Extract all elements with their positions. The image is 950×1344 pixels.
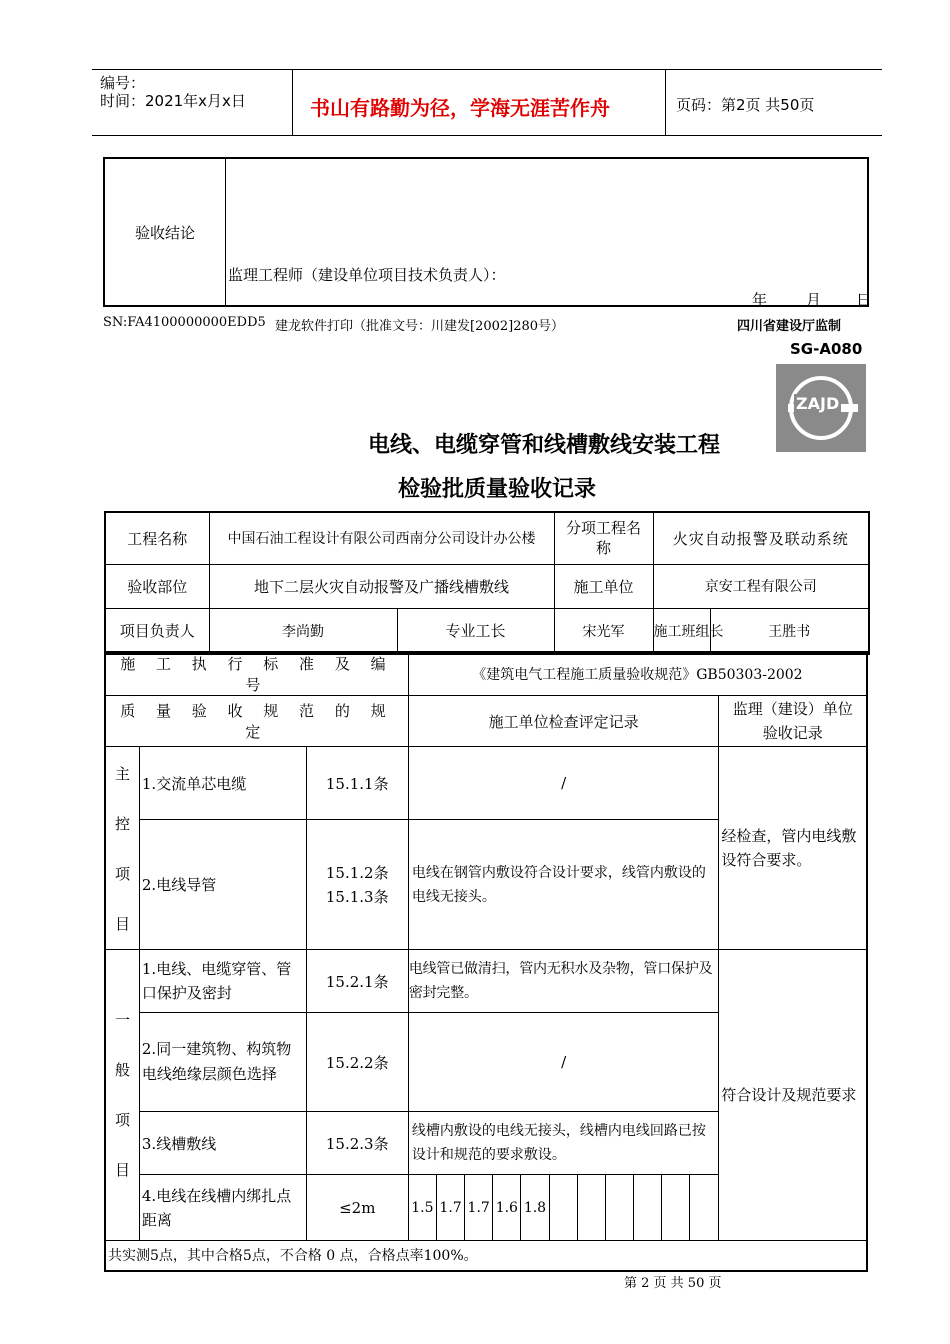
header-divider — [665, 69, 666, 135]
main-group-char: 主 — [114, 765, 130, 783]
item-clause-cell — [306, 950, 408, 1013]
form-title-line1: 电线、电缆穿管和线槽敷线安装工程 — [368, 433, 721, 458]
supervisor-header-line2: 验收记录 — [762, 724, 823, 742]
team-leader: 王胜书 — [768, 623, 811, 640]
footer-page-number: 第 2 页 共 50 页 — [624, 1276, 722, 1291]
date-day: 日 — [856, 291, 872, 309]
supervisor-header-cell — [719, 696, 867, 747]
sn-code: SN:FA4100000000EDD5 — [103, 315, 266, 330]
date-month: 月 — [806, 291, 822, 309]
main-conclusion: 经检查，管内电线敷设符合要求。 — [721, 827, 857, 869]
spec-header-cell — [105, 696, 408, 747]
general-conclusion-cell — [719, 950, 867, 1241]
item-record-cell — [408, 1013, 719, 1112]
part-cell — [209, 564, 554, 608]
foreman-cell — [554, 608, 653, 654]
serial-label: 编号： — [100, 74, 146, 92]
project-name-label: 工程名称 — [127, 529, 188, 548]
general-group-char: 项 — [114, 1111, 130, 1129]
item-record: 电线在钢管内敷设符合设计要求，线管内敷设的电线无接头。 — [411, 864, 706, 905]
project-info-table — [104, 511, 870, 655]
item-clause: ≤2m — [339, 1198, 376, 1217]
header-divider — [292, 69, 293, 135]
contractor-label: 施工单位 — [573, 577, 634, 596]
item-clause-cell — [306, 820, 408, 950]
measurement-value: 1.6 — [495, 1199, 518, 1216]
item-record-cell — [408, 820, 719, 950]
general-group-char: 一 — [114, 1011, 130, 1029]
manager-label-cell — [105, 608, 209, 654]
project-name: 中国石油工程设计有限公司西南分公司设计办公楼 — [227, 531, 536, 548]
acceptance-part: 地下二层火灾自动报警及广播线槽敷线 — [253, 577, 509, 596]
general-group-char: 般 — [114, 1061, 130, 1079]
project-manager: 李尚勤 — [282, 623, 324, 640]
item-name: 4.电线在线槽内绑扎点距离 — [141, 1186, 292, 1229]
item-clause: 15.2.3条 — [325, 1134, 389, 1153]
spec-header: 质 量 验 收 规 范 的 规 定 — [120, 702, 394, 741]
date-year: 年 — [752, 291, 768, 309]
item-record: / — [561, 774, 567, 793]
measurement-value: 1.7 — [467, 1199, 490, 1216]
project-name-label-cell — [105, 512, 209, 564]
general-group-char: 目 — [114, 1161, 130, 1179]
check-header-cell — [408, 696, 719, 747]
main-group-char: 控 — [114, 815, 130, 833]
contractor-label-cell — [554, 564, 653, 608]
conclusion-label-cell — [104, 158, 226, 306]
form-title-line2: 检验批质量验收记录 — [398, 477, 597, 502]
measurement-cell — [577, 1175, 605, 1241]
measurement-cell — [493, 1175, 521, 1241]
supervisor-header-line1: 监理（建设）单位 — [732, 700, 853, 718]
supervisor-signature-label: 监理工程师（建设单位项目技术负责人）： — [228, 266, 506, 284]
header-bottom-rule — [92, 135, 882, 136]
check-header: 施工单位检查评定记录 — [488, 712, 639, 731]
item-name-cell — [139, 747, 306, 820]
project-name-cell — [209, 512, 554, 564]
sub-project-label-cell — [554, 512, 653, 564]
measurement-value: 1.7 — [439, 1199, 462, 1216]
item-clause: 15.1.2条 15.1.3条 — [325, 863, 389, 906]
item-record-cell — [408, 1112, 719, 1175]
zajd-logo — [776, 364, 866, 452]
contractor: 京安工程有限公司 — [704, 579, 817, 595]
item-name-cell — [139, 1112, 306, 1175]
item-name: 3.线槽敷线 — [141, 1134, 217, 1153]
manager-cell — [209, 608, 397, 654]
sub-project-label: 分项工程名称 — [565, 519, 641, 558]
inspection-table — [104, 651, 868, 1272]
supervisor-org: 四川省建设厅监制 — [737, 319, 842, 334]
measurement-value: 1.5 — [411, 1199, 434, 1216]
item-clause-cell — [306, 1175, 408, 1241]
measurement-cell — [605, 1175, 633, 1241]
item-name-cell — [139, 1013, 306, 1112]
part-label-cell — [105, 564, 209, 608]
summary-text: 共实测5点，其中合格5点，不合格 0 点，合格点率100%。 — [108, 1248, 478, 1265]
item-name-cell — [139, 950, 306, 1013]
item-record: 线槽内敷设的电线无接头，线槽内电线回路已按设计和规范的要求敷设。 — [411, 1123, 706, 1163]
standard-code: 《建筑电气工程施工质量验收规范》GB50303-2002 — [472, 667, 803, 683]
conclusion-label: 验收结论 — [134, 223, 195, 242]
header-top-rule — [92, 69, 882, 70]
item-name: 1.电线、电缆穿管、管口保护及密封 — [141, 960, 292, 1002]
main-conclusion-cell — [719, 747, 867, 950]
manager-label: 项目负责人 — [119, 622, 195, 641]
sub-project: 火灾自动报警及联动系统 — [672, 529, 849, 548]
form-code: SG-A080 — [790, 340, 863, 358]
main-control-group-cell — [105, 747, 139, 950]
time-label: 时间：2021年x月x日 — [100, 92, 246, 110]
main-group-char: 项 — [114, 865, 130, 883]
measurement-cell — [662, 1175, 690, 1241]
item-name: 2.电线导管 — [141, 876, 217, 895]
measurement-cell — [633, 1175, 661, 1241]
software-note: 建龙软件打印（批准文号：川建发[2002]280号） — [275, 319, 565, 334]
item-name-cell — [139, 820, 306, 950]
item-clause-cell — [306, 1112, 408, 1175]
contractor-cell — [653, 564, 869, 608]
page-number-label: 页码：第2页 共50页 — [676, 96, 815, 114]
item-clause: 15.2.2条 — [325, 1053, 389, 1072]
main-group-char: 目 — [114, 915, 130, 933]
measurement-cell — [549, 1175, 577, 1241]
team-label: 施工班组长 — [653, 623, 724, 640]
item-record: 电线管已做清扫，管内无积水及杂物，管口保护及密封完整。 — [408, 961, 713, 1001]
foreman: 宋光军 — [582, 623, 625, 640]
measurement-cell — [690, 1175, 719, 1241]
general-conclusion: 符合设计及规范要求 — [721, 1086, 857, 1104]
standard-cell — [408, 652, 867, 696]
foreman-label-cell — [397, 608, 554, 654]
measurement-cell — [465, 1175, 493, 1241]
general-group-cell — [105, 950, 139, 1241]
item-clause-cell — [306, 747, 408, 820]
item-name: 1.交流单芯电缆 — [141, 774, 247, 793]
team-cell — [710, 608, 869, 654]
item-name-cell — [139, 1175, 306, 1241]
standard-label: 施 工 执 行 标 准 及 编 号 — [120, 655, 394, 694]
part-label: 验收部位 — [127, 577, 188, 596]
item-record-cell — [408, 747, 719, 820]
item-record: / — [561, 1053, 567, 1071]
team-label-cell — [653, 608, 724, 654]
acceptance-conclusion-table — [103, 157, 872, 309]
conclusion-content-cell — [226, 158, 872, 309]
logo-text: ZAJD — [796, 394, 840, 413]
sub-project-cell — [653, 512, 869, 564]
summary-cell — [105, 1241, 867, 1271]
standard-label-cell — [105, 652, 408, 696]
item-clause: 15.1.1条 — [325, 774, 389, 793]
measurement-cell — [521, 1175, 549, 1241]
foreman-label: 专业工长 — [445, 622, 506, 641]
measurement-value: 1.8 — [523, 1199, 547, 1216]
item-clause-cell — [306, 1013, 408, 1112]
header-motto: 书山有路勤为径，学海无涯苦作舟 — [310, 96, 610, 120]
item-name: 2.同一建筑物、构筑物电线绝缘层颜色选择 — [141, 1040, 292, 1083]
item-clause: 15.2.1条 — [325, 972, 389, 991]
item-record-cell — [408, 950, 719, 1013]
measurement-cell — [408, 1175, 436, 1241]
measurement-cell — [436, 1175, 464, 1241]
